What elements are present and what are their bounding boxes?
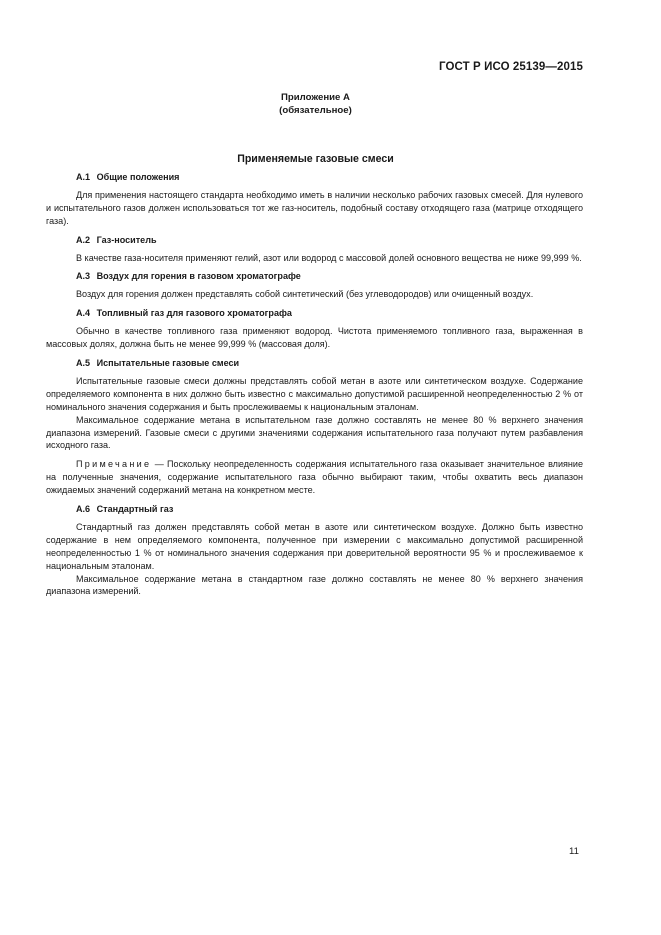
paragraph: В качестве газа-носителя применяют гелий, азот или водород с массовой долей основного вещества не ниже 99,999 %. <box>76 252 582 263</box>
section-heading-a3 <box>46 270 583 283</box>
paragraph: Максимальное содержание метана в стандартном газе должно составлять не менее 80 % верхнего значения диапазона измерений. <box>46 573 583 597</box>
paragraph: Максимальное содержание метана в испытательном газе должно составлять не менее 80 % верхнего значения диапазона измерений. Газовые смеси с другими значениями содержания испытательного газа получают путем разбавления исходного газа. <box>46 414 583 451</box>
section-number: А.6 <box>76 504 91 515</box>
appendix-status: (обязательное) <box>279 104 352 116</box>
document-body <box>46 171 583 598</box>
section-heading-a6 <box>46 503 583 516</box>
section-title: Воздух для горения в газовом хроматографе <box>96 271 301 282</box>
section-heading-a1 <box>46 171 583 184</box>
section-title: Газ-носитель <box>96 234 157 245</box>
section-heading-a2 <box>46 234 583 247</box>
section-number: А.1 <box>76 172 91 182</box>
standard-code: ГОСТ Р ИСО 25139—2015 <box>438 61 583 73</box>
section-title: Общие положения <box>96 172 180 182</box>
paragraph: Стандартный газ должен представлять собой метан в азоте или синтетическом воздухе. Должно быть известно содержание в нем определяемого компонента, полученное при измерении с максимально допустимой расширенной неопределенностью 1 % от номинального значения содержания при доверительной вероятности 95 % и прослеживаемое к национальным эталонам. <box>46 521 583 571</box>
note <box>46 458 583 497</box>
section-number: А.5 <box>76 357 91 368</box>
paragraph: Обычно в качестве топливного газа применяют водород. Чистота применяемого топливного газа, выраженная в массовых долях, должна быть не менее 99,999 % (массовая доля). <box>46 326 583 350</box>
note-text: — Поскольку неопределенность содержания испытательного газа оказывает значительное влияние на полученные значения, содержание испытательного газа обычно выбирают таким, чтобы охватить весь диапазон ожидаемых значений содержаний метана на конкретном месте. <box>46 459 583 496</box>
note-label: Примечание <box>76 459 152 470</box>
section-number: А.2 <box>76 234 91 245</box>
appendix-label: Приложение А <box>281 92 350 103</box>
section-heading-a4 <box>46 307 583 320</box>
appendix-title: Применяемые газовые смеси <box>237 153 394 165</box>
paragraph: Испытательные газовые смеси должны представлять собой метан в азоте или синтетическом воздухе. Содержание определяемого компонента в них должно быть известно с максимально допустимой расширенной неопределенностью 2 % от номинального значения содержания и быть прослеживаемы к национальным эталонам. <box>46 375 583 412</box>
appendix-heading <box>0 92 631 117</box>
section-heading-a5 <box>46 357 583 370</box>
section-number: А.4 <box>76 308 91 319</box>
paragraph: Воздух для горения должен представлять собой синтетический (без углеводородов) или очищенный воздух. <box>76 289 534 300</box>
section-number: А.3 <box>76 271 91 282</box>
page-number: 11 <box>569 846 579 857</box>
section-title: Топливный газ для газового хроматографа <box>96 308 292 319</box>
section-title: Испытательные газовые смеси <box>96 357 240 368</box>
paragraph: Для применения настоящего стандарта необходимо иметь в наличии несколько рабочих газовых смесей. Для нулевого и испытательного газов должен использоваться тот же газ-носитель, подобный составу отходящего газа (матрице отходящего газа). <box>46 189 583 226</box>
section-title: Стандартный газ <box>96 504 174 515</box>
